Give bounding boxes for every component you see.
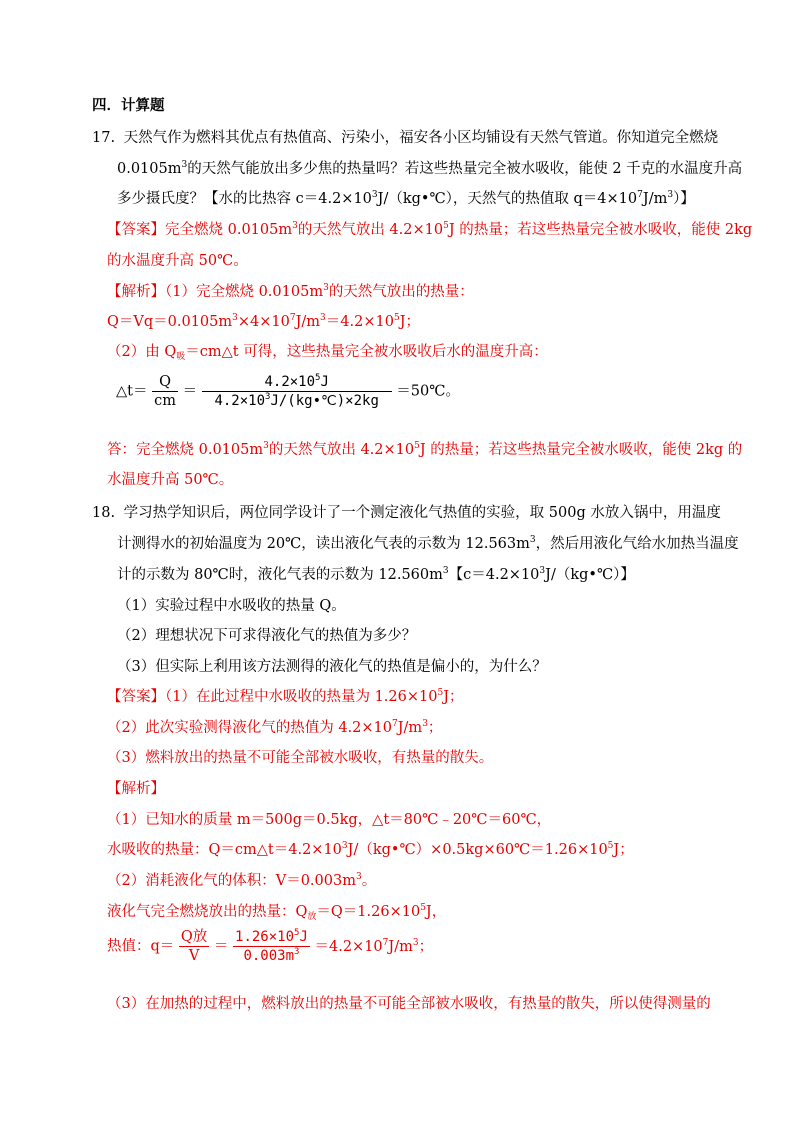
q17-step2: （2）由 $Q_吸=cm\triangle t$ 可得，这些热量完全被水吸收后水的温度升高：	[107, 344, 548, 362]
q18-answer2: （2）此次实验测得液化气的热值为 $4.2\times 10^7J/m^3$；	[107, 719, 443, 736]
q18-fraction-values: $\frac{1.26\times 10^5J}{0.003m^3}$	[235, 928, 308, 964]
q18-sub1: （1）实验过程中水吸收的热量 Q。	[117, 598, 346, 614]
section-title: 四．计算题	[92, 97, 165, 114]
q18-a1: （1）已知水的质量 m＝500g＝0.5kg，△t＝80℃﹣20℃＝60℃，	[107, 812, 552, 828]
q17-analysis: 【解析】（1）完全燃烧 $0.0105m^3$的天然气放出的热量：	[107, 283, 474, 300]
q18-line2: 计测得水的初始温度为 20℃，读出液化气表的示数为 $12.563m^3$，然后用液化气给水加热当温度	[117, 535, 739, 552]
q18-analysis: 【解析】	[107, 781, 165, 797]
q18-fraction-qv: $\frac{\text{Q放}}{V}$	[180, 929, 208, 964]
q17-fraction-qcm: $\frac{Q}{cm}$	[154, 374, 176, 409]
q17-final-line2: 水温度升高 50℃。	[107, 472, 234, 488]
q17-line1: 17. 天然气作为燃料其优点有热值高、污染小，福安各小区均铺设有天然气管道。你知道完全燃烧	[92, 130, 719, 146]
q17-number: 17.	[92, 130, 116, 146]
q18-a5-formula: 热值：q＝ $\frac{\text{Q放}}{V}$ ＝ $\frac{1.26\times 10^5J}{0.003m^3}$ $=4.2\times 10^7J/m^3$；	[107, 928, 434, 964]
q18-a2: 水吸收的热量：$Q=cm\triangle t=4.2\times 10^3J/(kg•℃)\times 0.5kg\times 60℃=1.26\times 10^5J$；	[107, 841, 634, 858]
q18-answer1: 【答案】（1）在此过程中水吸收的热量为 $1.26\times 10^5J$；	[107, 688, 464, 705]
q17-fraction-values: $\frac{4.2\times 10^5J}{4.2\times 10^3J/(kg•℃)\times 2kg}$	[202, 373, 392, 410]
q17-fraction-formula: △t＝ $\frac{Q}{cm}$ ＝ $\frac{4.2\times 10^5J}{4.2\times 10^3J/(kg•℃)\times 2kg}$ ＝50℃。	[116, 373, 460, 409]
q18-a6: （3）在加热的过程中，燃料放出的热量不可能全部被水吸收，有热量的散失，所以使得测量的	[107, 996, 711, 1012]
q18-number: 18.	[92, 505, 116, 521]
q17-calc1: $Q=Vq=0.0105m^3\times 4\times 10^7J/m^3=4.2\times 10^5J$；	[107, 313, 421, 330]
q18-sub3: （3）但实际上利用该方法测得的液化气的热值是偏小的，为什么？	[117, 659, 547, 675]
q17-final: 答：完全燃烧 $0.0105m^3$的天然气放出 $4.2\times 10^5J$ 的热量；若这些热量完全被水吸收，能使 2kg 的	[107, 441, 743, 458]
q17-answer-line2: 的水温度升高 50℃。	[107, 253, 248, 269]
q17-line2: $0.0105m^3$的天然气能放出多少焦的热量吗？若这些热量完全被水吸收，能使 2 千克的水温度升高	[117, 160, 743, 177]
q17-line3: 多少摄氏度？【水的比热容 $c=4.2\times 10^3J/(kg•℃)$，天然气的热值取 $q=4\times 10^7J/m^3$）】	[117, 190, 695, 207]
q17-answer: 【答案】完全燃烧 $0.0105m^3$的天然气放出 $4.2\times 10^5J$ 的热量；若这些热量完全被水吸收，能使 2kg	[107, 221, 753, 238]
q18-line1: 18. 学习热学知识后，两位同学设计了一个测定液化气热值的实验，取 500g 水放入锅中，用温度	[92, 505, 721, 521]
q18-sub2: （2）理想状况下可求得液化气的热值为多少？	[117, 628, 417, 644]
q18-answer3: （3）燃料放出的热量不可能全部被水吸收，有热量的散失。	[107, 750, 494, 766]
q18-line3: 计的示数为 80℃时，液化气表的示数为 $12.560m^3$【$c=4.2\times 10^3J/(kg•℃)$】	[117, 566, 635, 583]
q18-a4: 液化气完全燃烧放出的热量：$Q_放=Q=1.26\times 10^5J$，	[107, 903, 447, 922]
q18-a3: （2）消耗液化气的体积：$V=0.003m^3$。	[107, 872, 377, 889]
